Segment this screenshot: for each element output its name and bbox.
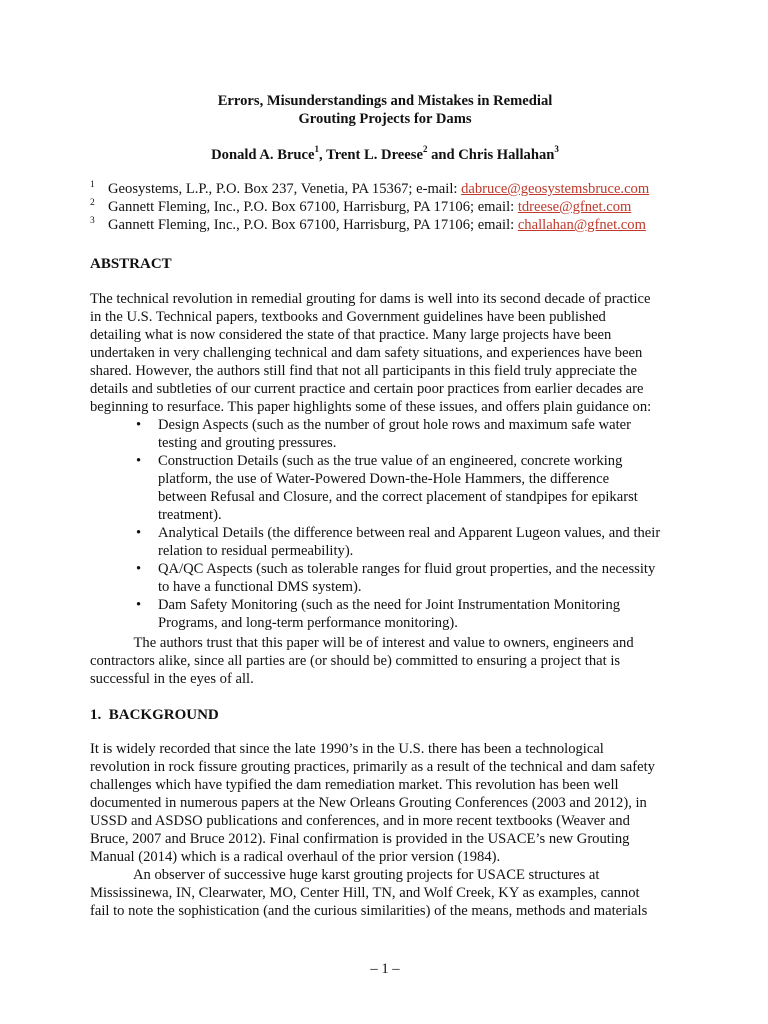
author-affil-marker: 2 [422, 144, 428, 155]
text-line: relation to residual permeability). [158, 543, 354, 559]
email-link[interactable]: dabruce@geosystemsbruce.com [461, 181, 650, 197]
bullet-item [90, 560, 690, 596]
affiliation-text [108, 216, 646, 234]
affiliation-item [90, 180, 710, 198]
affiliation-address: Gannett Fleming, Inc., P.O. Box 67100, Harrisburg, PA 17106; email: [108, 217, 518, 233]
text-line: documented in numerous papers at the New Orleans Grouting Conferences (2003 and 2012), in [90, 795, 647, 811]
text-line: platform, the use of Water-Powered Down-the-Hole Hammers, the difference [158, 471, 610, 487]
text-line: Construction Details (such as the true value of an engineered, concrete working [158, 453, 623, 469]
affiliation-text [108, 180, 649, 198]
text-line: undertaken in very challenging technical and dam safety situations, and experiences have been [90, 345, 643, 361]
background-heading: 1. BACKGROUND [90, 707, 219, 723]
affiliation-text [108, 198, 631, 216]
affiliation-number: 2 [90, 198, 95, 208]
text-line: challenges which have typified the dam remediation market. This revolution has been well [90, 777, 619, 793]
author-separator: , [319, 147, 327, 163]
bullet-item [90, 596, 690, 632]
affiliation-address: Geosystems, L.P., P.O. Box 237, Venetia, PA 15367; e-mail: [108, 181, 462, 197]
text-line: beginning to resurface. This paper highlights some of these issues, and offers plain guidance on: [90, 399, 652, 415]
author-name: Trent L. Dreese [326, 147, 423, 163]
bullet-icon: • [136, 453, 142, 469]
paper-title [90, 92, 680, 128]
text-line: Programs, and long-term performance monitoring). [158, 615, 458, 631]
text-line: It is widely recorded that since the late 1990’s in the U.S. there has been a technological [90, 741, 604, 757]
title-line-2: Grouting Projects for Dams [298, 111, 472, 127]
text-line: Bruce, 2007 and Bruce 2012). Final confirmation is provided in the USACE’s new Grouting [90, 831, 630, 847]
bullet-item [90, 416, 690, 452]
text-line: testing and grouting pressures. [158, 435, 337, 451]
author-name: Chris Hallahan [458, 147, 555, 163]
abstract-bullet-list [90, 416, 690, 632]
bullet-icon: • [136, 525, 142, 541]
text-line: Manual (2014) which is a radical overhaul of the prior version (1984). [90, 849, 501, 865]
affiliation-item [90, 198, 710, 216]
affiliation-item [90, 216, 710, 234]
author-list [90, 146, 680, 164]
text-line: shared. However, the authors still find that not all participants in this field truly appreciate the [90, 363, 637, 379]
abstract-heading: ABSTRACT [90, 256, 172, 272]
text-line: contractors alike, since all parties are (or should be) committed to ensuring a project that is [90, 653, 621, 669]
email-link[interactable]: challahan@gfnet.com [517, 217, 646, 233]
text-line: revolution in rock fissure grouting practices, primarily as a result of the technical and dam safety [90, 759, 655, 775]
text-line: The authors trust that this paper will be of interest and value to owners, engineers and [90, 635, 634, 651]
text-line: Mississinewa, IN, Clearwater, MO, Center Hill, TN, and Wolf Creek, KY as examples, cannot [90, 885, 640, 901]
text-line: fail to note the sophistication (and the curious similarities) of the means, methods and materials [90, 903, 648, 919]
author-affil-marker: 3 [554, 144, 559, 155]
bullet-item [90, 524, 690, 560]
bullet-icon: • [136, 417, 142, 433]
title-line-1: Errors, Misunderstandings and Mistakes in Remedial [217, 93, 553, 109]
text-line: Design Aspects (such as the number of grout hole rows and maximum safe water [158, 417, 631, 433]
abstract-closing-paragraph [90, 634, 680, 688]
abstract-paragraph [90, 290, 680, 416]
text-line: An observer of successive huge karst grouting projects for USACE structures at [90, 867, 600, 883]
text-line: successful in the eyes of all. [90, 671, 254, 687]
text-line: Analytical Details (the difference between real and Apparent Lugeon values, and their [158, 525, 661, 541]
affiliation-number: 1 [90, 180, 95, 190]
text-line: between Refusal and Closure, and the correct placement of standpipes for epikarst [158, 489, 638, 505]
text-line: Dam Safety Monitoring (such as the need for Joint Instrumentation Monitoring [158, 597, 621, 613]
background-paragraph-1 [90, 740, 680, 866]
page-number: – 1 – [370, 961, 400, 977]
text-line: The technical revolution in remedial grouting for dams is well into its second decade of practice [90, 291, 651, 307]
bullet-icon: • [136, 597, 142, 613]
text-line: to have a functional DMS system). [158, 579, 362, 595]
text-line: in the U.S. Technical papers, textbooks and Government guidelines have been published [90, 309, 606, 325]
bullet-item [90, 452, 690, 524]
background-paragraph-2 [90, 866, 680, 920]
text-line: treatment). [158, 507, 222, 523]
text-line: QA/QC Aspects (such as tolerable ranges for fluid grout properties, and the necessity [158, 561, 656, 577]
author-name: Donald A. Bruce [211, 147, 315, 163]
email-link[interactable]: tdreese@gfnet.com [517, 199, 632, 215]
text-line: USSD and ASDSO publications and conferences, and in more recent textbooks (Weaver and [90, 813, 630, 829]
affiliation-number: 3 [90, 216, 95, 226]
affiliation-address: Gannett Fleming, Inc., P.O. Box 67100, Harrisburg, PA 17106; email: [108, 199, 518, 215]
author-separator: and [427, 147, 459, 163]
bullet-icon: • [136, 561, 142, 577]
affiliation-list [90, 180, 710, 234]
author-affil-marker: 1 [314, 144, 320, 155]
text-line: details and subtleties of our current practice and certain poor practices from earlier decades are [90, 381, 644, 397]
text-line: detailing what is now considered the state of that practice. Many large projects have been [90, 327, 612, 343]
